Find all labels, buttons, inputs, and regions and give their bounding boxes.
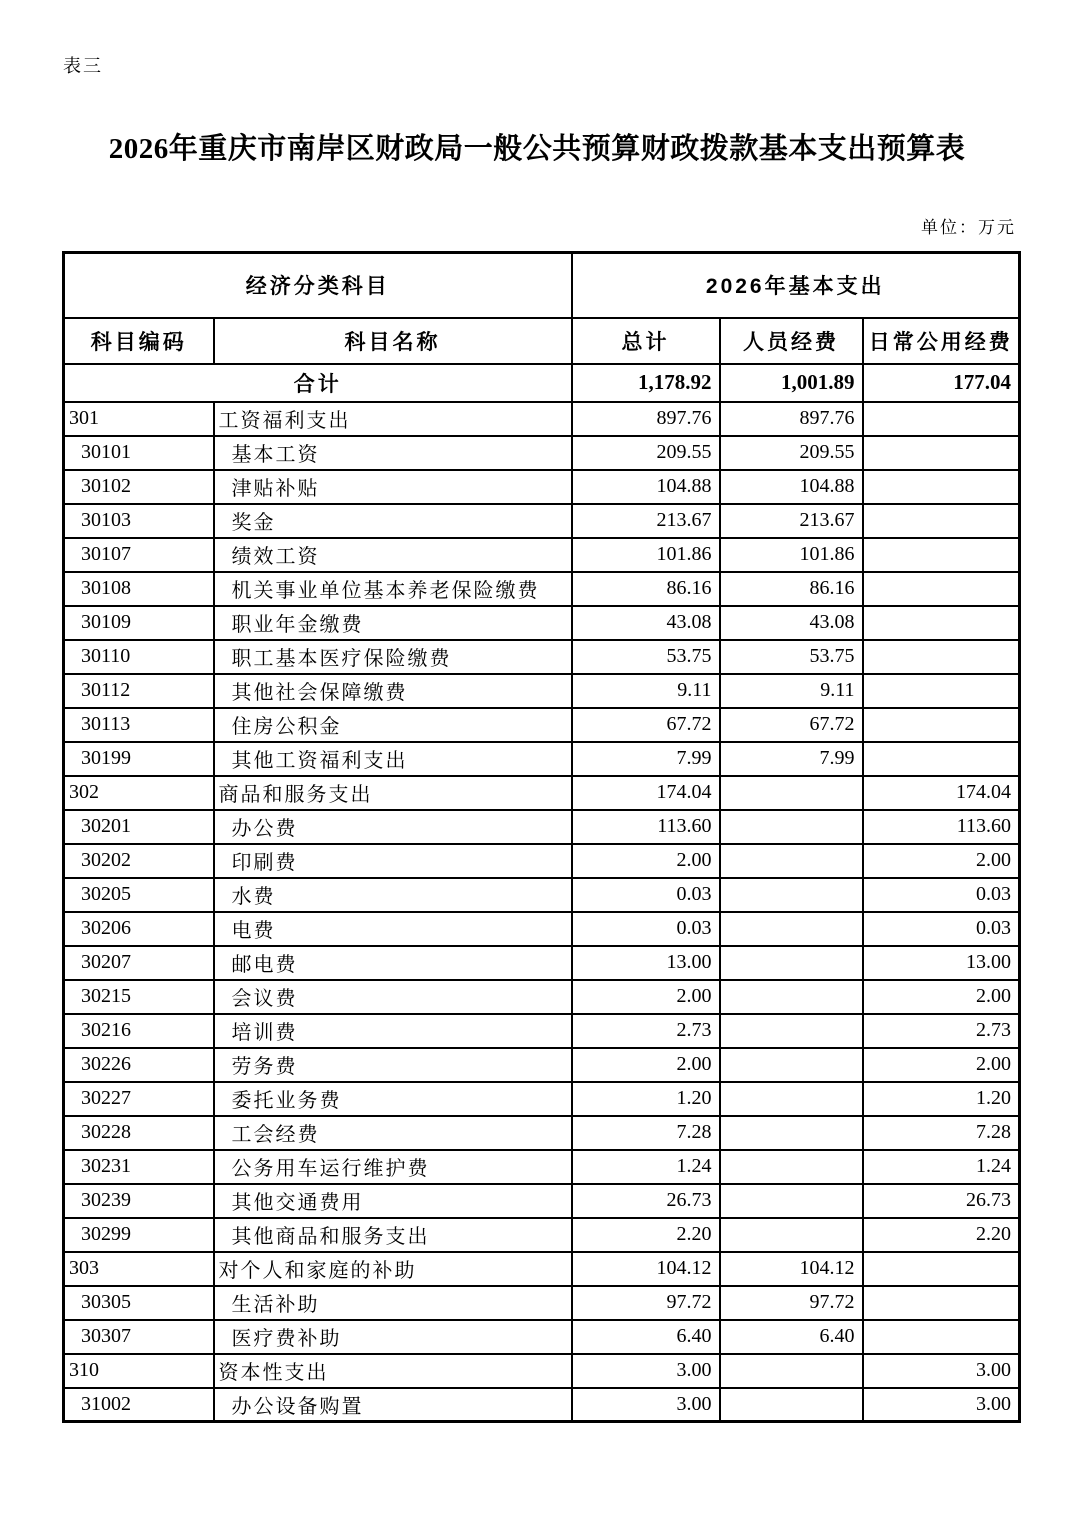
table-row (64, 572, 1020, 606)
total-row-daily: 177.04 (863, 364, 1020, 402)
cell-total: 113.60 (572, 810, 720, 844)
cell-subject-name: 邮电费 (214, 946, 572, 980)
table-row (64, 1082, 1020, 1116)
cell-subject-code: 30307 (64, 1320, 214, 1354)
cell-personnel-funds (720, 1116, 863, 1150)
cell-personnel-funds (720, 844, 863, 878)
cell-total: 0.03 (572, 878, 720, 912)
table-row (64, 606, 1020, 640)
table-row (64, 1218, 1020, 1252)
cell-subject-code: 30228 (64, 1116, 214, 1150)
header-group-row (64, 253, 1020, 318)
cell-subject-code: 30215 (64, 980, 214, 1014)
table-row (64, 1184, 1020, 1218)
cell-subject-name: 基本工资 (214, 436, 572, 470)
cell-subject-name: 工会经费 (214, 1116, 572, 1150)
table-row (64, 708, 1020, 742)
cell-subject-code: 30227 (64, 1082, 214, 1116)
table-row (64, 742, 1020, 776)
cell-total: 0.03 (572, 912, 720, 946)
cell-daily-public-funds: 113.60 (863, 810, 1020, 844)
cell-subject-name: 会议费 (214, 980, 572, 1014)
cell-subject-code: 30299 (64, 1218, 214, 1252)
cell-subject-code: 30109 (64, 606, 214, 640)
cell-total: 1.24 (572, 1150, 720, 1184)
cell-daily-public-funds: 2.20 (863, 1218, 1020, 1252)
table-row (64, 674, 1020, 708)
cell-subject-name: 印刷费 (214, 844, 572, 878)
cell-subject-code: 30112 (64, 674, 214, 708)
cell-personnel-funds (720, 980, 863, 1014)
table-row (64, 538, 1020, 572)
cell-daily-public-funds (863, 504, 1020, 538)
col-header-total: 总计 (572, 318, 720, 364)
cell-subject-name: 其他交通费用 (214, 1184, 572, 1218)
cell-total: 897.76 (572, 402, 720, 436)
cell-subject-name: 公务用车运行维护费 (214, 1150, 572, 1184)
cell-subject-name: 工资福利支出 (214, 402, 572, 436)
budget-table (62, 251, 1021, 1423)
cell-daily-public-funds (863, 606, 1020, 640)
cell-daily-public-funds (863, 708, 1020, 742)
cell-total: 209.55 (572, 436, 720, 470)
table-row (64, 878, 1020, 912)
unit-note: 单位：万元 (921, 218, 1016, 237)
total-row (64, 364, 1020, 402)
cell-subject-code: 30199 (64, 742, 214, 776)
cell-personnel-funds (720, 912, 863, 946)
cell-personnel-funds (720, 776, 863, 810)
cell-subject-code: 30201 (64, 810, 214, 844)
cell-subject-code: 30206 (64, 912, 214, 946)
cell-daily-public-funds: 2.00 (863, 980, 1020, 1014)
cell-subject-name: 培训费 (214, 1014, 572, 1048)
cell-total: 6.40 (572, 1320, 720, 1354)
total-row-label: 合计 (64, 364, 572, 402)
cell-subject-code: 302 (64, 776, 214, 810)
cell-total: 2.00 (572, 980, 720, 1014)
cell-personnel-funds (720, 1388, 863, 1422)
cell-daily-public-funds: 13.00 (863, 946, 1020, 980)
cell-daily-public-funds (863, 1286, 1020, 1320)
table-row (64, 504, 1020, 538)
cell-daily-public-funds (863, 572, 1020, 606)
cell-subject-name: 医疗费补助 (214, 1320, 572, 1354)
cell-personnel-funds (720, 946, 863, 980)
cell-subject-name: 水费 (214, 878, 572, 912)
cell-personnel-funds: 897.76 (720, 402, 863, 436)
cell-daily-public-funds (863, 1320, 1020, 1354)
cell-subject-name: 其他商品和服务支出 (214, 1218, 572, 1252)
table-row (64, 1048, 1020, 1082)
cell-total: 104.12 (572, 1252, 720, 1286)
table-row (64, 402, 1020, 436)
cell-total: 53.75 (572, 640, 720, 674)
corner-label: 表三 (63, 56, 103, 76)
cell-subject-code: 30205 (64, 878, 214, 912)
cell-personnel-funds: 104.12 (720, 1252, 863, 1286)
cell-subject-code: 31002 (64, 1388, 214, 1422)
cell-daily-public-funds (863, 538, 1020, 572)
cell-total: 9.11 (572, 674, 720, 708)
cell-subject-name: 绩效工资 (214, 538, 572, 572)
table-row (64, 1286, 1020, 1320)
table-body (64, 364, 1020, 1422)
cell-subject-code: 30107 (64, 538, 214, 572)
cell-subject-code: 30305 (64, 1286, 214, 1320)
cell-total: 26.73 (572, 1184, 720, 1218)
cell-personnel-funds: 9.11 (720, 674, 863, 708)
cell-subject-name: 奖金 (214, 504, 572, 538)
cell-total: 13.00 (572, 946, 720, 980)
cell-subject-name: 职业年金缴费 (214, 606, 572, 640)
cell-personnel-funds: 97.72 (720, 1286, 863, 1320)
cell-subject-code: 30226 (64, 1048, 214, 1082)
cell-personnel-funds (720, 1014, 863, 1048)
cell-total: 104.88 (572, 470, 720, 504)
table-row (64, 1388, 1020, 1422)
cell-total: 86.16 (572, 572, 720, 606)
cell-personnel-funds: 43.08 (720, 606, 863, 640)
table-row (64, 810, 1020, 844)
cell-daily-public-funds (863, 674, 1020, 708)
table-row (64, 946, 1020, 980)
total-row-personnel: 1,001.89 (720, 364, 863, 402)
table-row (64, 1320, 1020, 1354)
cell-personnel-funds: 86.16 (720, 572, 863, 606)
cell-subject-name: 办公费 (214, 810, 572, 844)
table-row (64, 1354, 1020, 1388)
cell-personnel-funds (720, 1082, 863, 1116)
cell-subject-code: 303 (64, 1252, 214, 1286)
cell-total: 43.08 (572, 606, 720, 640)
col-header-subject-name: 科目名称 (214, 318, 572, 364)
cell-subject-code: 30103 (64, 504, 214, 538)
cell-subject-code: 30216 (64, 1014, 214, 1048)
total-row-overall: 1,178.92 (572, 364, 720, 402)
cell-total: 3.00 (572, 1354, 720, 1388)
cell-subject-code: 30207 (64, 946, 214, 980)
table-row (64, 640, 1020, 674)
table-row (64, 844, 1020, 878)
cell-subject-name: 住房公积金 (214, 708, 572, 742)
cell-subject-name: 其他工资福利支出 (214, 742, 572, 776)
cell-personnel-funds: 67.72 (720, 708, 863, 742)
cell-personnel-funds (720, 1184, 863, 1218)
cell-subject-code: 30108 (64, 572, 214, 606)
table-row (64, 436, 1020, 470)
header-columns-row (64, 318, 1020, 364)
cell-total: 101.86 (572, 538, 720, 572)
cell-subject-code: 30231 (64, 1150, 214, 1184)
cell-total: 1.20 (572, 1082, 720, 1116)
cell-daily-public-funds (863, 640, 1020, 674)
header-group-economic-classification: 经济分类科目 (64, 253, 572, 318)
cell-daily-public-funds (863, 1252, 1020, 1286)
cell-daily-public-funds: 1.20 (863, 1082, 1020, 1116)
cell-total: 7.99 (572, 742, 720, 776)
cell-total: 2.73 (572, 1014, 720, 1048)
cell-personnel-funds: 209.55 (720, 436, 863, 470)
cell-daily-public-funds (863, 470, 1020, 504)
cell-total: 3.00 (572, 1388, 720, 1422)
table-row (64, 1150, 1020, 1184)
cell-total: 174.04 (572, 776, 720, 810)
col-header-daily-public-funds: 日常公用经费 (863, 318, 1020, 364)
page-title: 2026年重庆市南岸区财政局一般公共预算财政拨款基本支出预算表 (108, 133, 966, 165)
cell-personnel-funds (720, 1150, 863, 1184)
cell-personnel-funds (720, 810, 863, 844)
cell-daily-public-funds: 2.00 (863, 844, 1020, 878)
col-header-personnel-funds: 人员经费 (720, 318, 863, 364)
table-row (64, 776, 1020, 810)
cell-daily-public-funds (863, 436, 1020, 470)
cell-daily-public-funds: 7.28 (863, 1116, 1020, 1150)
cell-subject-code: 30102 (64, 470, 214, 504)
cell-total: 2.00 (572, 844, 720, 878)
col-header-subject-code: 科目编码 (64, 318, 214, 364)
cell-subject-name: 生活补助 (214, 1286, 572, 1320)
cell-daily-public-funds: 174.04 (863, 776, 1020, 810)
table-row (64, 912, 1020, 946)
cell-daily-public-funds: 2.73 (863, 1014, 1020, 1048)
cell-daily-public-funds: 2.00 (863, 1048, 1020, 1082)
cell-personnel-funds: 53.75 (720, 640, 863, 674)
cell-daily-public-funds: 0.03 (863, 878, 1020, 912)
table-row (64, 1116, 1020, 1150)
cell-subject-name: 职工基本医疗保险缴费 (214, 640, 572, 674)
cell-personnel-funds: 7.99 (720, 742, 863, 776)
cell-daily-public-funds (863, 402, 1020, 436)
cell-personnel-funds (720, 1048, 863, 1082)
cell-personnel-funds: 6.40 (720, 1320, 863, 1354)
cell-daily-public-funds: 3.00 (863, 1354, 1020, 1388)
cell-total: 67.72 (572, 708, 720, 742)
cell-subject-name: 办公设备购置 (214, 1388, 572, 1422)
cell-subject-code: 30113 (64, 708, 214, 742)
table-row (64, 470, 1020, 504)
cell-daily-public-funds: 0.03 (863, 912, 1020, 946)
cell-subject-name: 其他社会保障缴费 (214, 674, 572, 708)
cell-daily-public-funds: 1.24 (863, 1150, 1020, 1184)
cell-subject-name: 机关事业单位基本养老保险缴费 (214, 572, 572, 606)
cell-subject-code: 30110 (64, 640, 214, 674)
cell-total: 97.72 (572, 1286, 720, 1320)
cell-subject-code: 30202 (64, 844, 214, 878)
cell-personnel-funds (720, 1354, 863, 1388)
cell-subject-name: 电费 (214, 912, 572, 946)
cell-daily-public-funds (863, 742, 1020, 776)
cell-total: 2.00 (572, 1048, 720, 1082)
cell-total: 7.28 (572, 1116, 720, 1150)
cell-subject-name: 对个人和家庭的补助 (214, 1252, 572, 1286)
cell-daily-public-funds: 26.73 (863, 1184, 1020, 1218)
cell-personnel-funds: 213.67 (720, 504, 863, 538)
cell-personnel-funds: 101.86 (720, 538, 863, 572)
table-row (64, 1252, 1020, 1286)
cell-subject-code: 30239 (64, 1184, 214, 1218)
header-group-2026-basic-expenditure: 2026年基本支出 (572, 253, 1020, 318)
cell-subject-name: 委托业务费 (214, 1082, 572, 1116)
cell-daily-public-funds: 3.00 (863, 1388, 1020, 1422)
table-row (64, 980, 1020, 1014)
cell-subject-code: 30101 (64, 436, 214, 470)
cell-total: 2.20 (572, 1218, 720, 1252)
cell-subject-code: 310 (64, 1354, 214, 1388)
cell-total: 213.67 (572, 504, 720, 538)
cell-subject-name: 商品和服务支出 (214, 776, 572, 810)
cell-personnel-funds (720, 1218, 863, 1252)
cell-subject-name: 劳务费 (214, 1048, 572, 1082)
cell-subject-name: 津贴补贴 (214, 470, 572, 504)
cell-subject-code: 301 (64, 402, 214, 436)
cell-subject-name: 资本性支出 (214, 1354, 572, 1388)
cell-personnel-funds: 104.88 (720, 470, 863, 504)
table-row (64, 1014, 1020, 1048)
cell-personnel-funds (720, 878, 863, 912)
